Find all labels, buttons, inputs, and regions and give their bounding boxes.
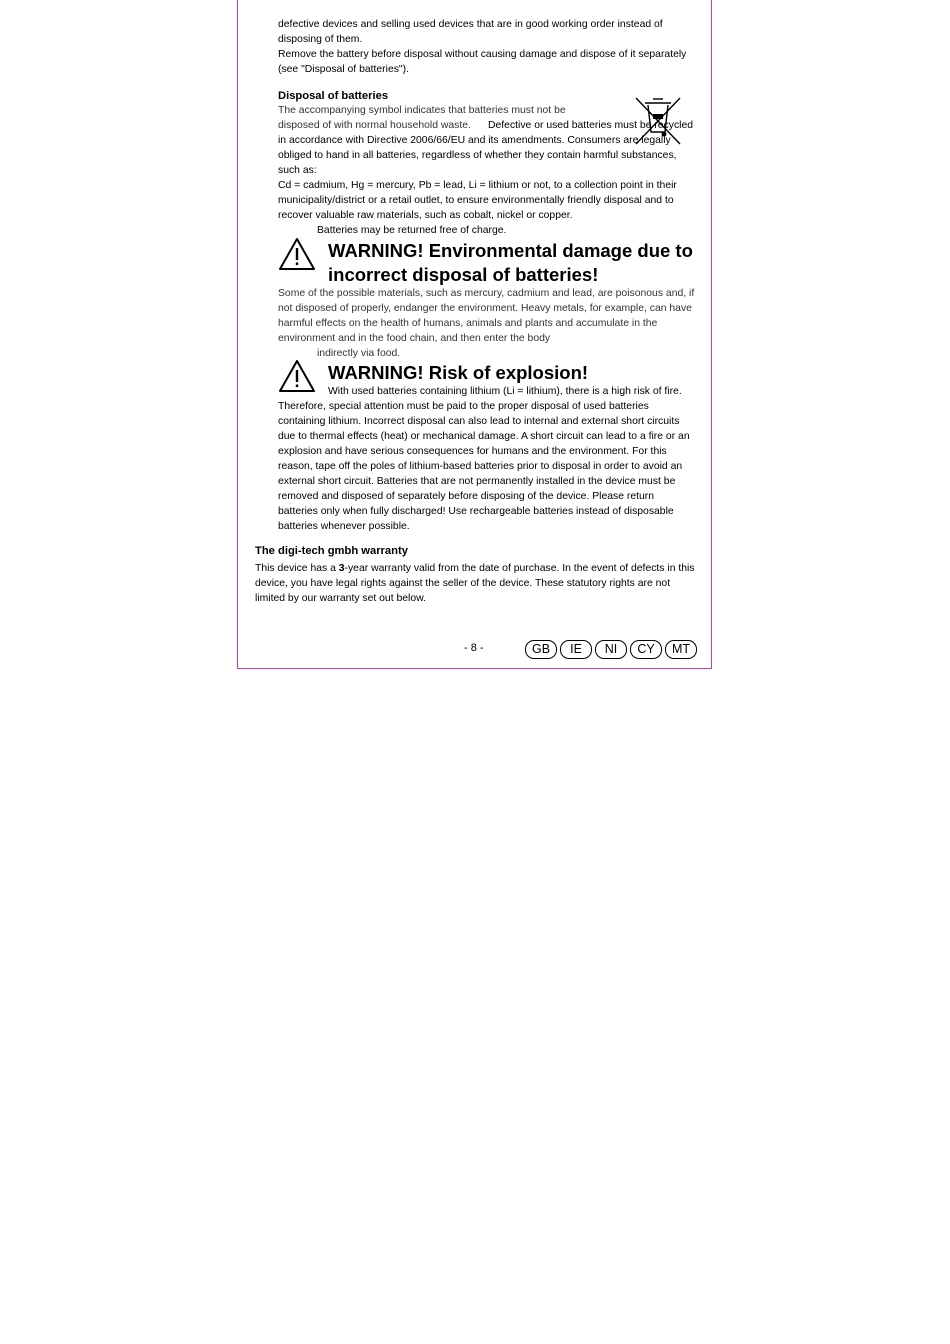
warning-environment-heading: WARNING! Environmental damage due to incorrect disposal of batteries! bbox=[328, 240, 693, 285]
warning-environment-text: Some of the possible materials, such as mercury, cadmium and lead, are poisonous and, if not disposed of properly, endanger the environment. Heavy metals, for example, can have harmful effects on the health of humans, animals and plants and accumulate in the environment and in the food chain, and then enter the body bbox=[278, 288, 695, 344]
disposal-text-free-return: Batteries may be returned free of charge. bbox=[317, 225, 507, 236]
warranty-text-post: -year warranty valid from the date of purchase. In the event of defects in this device, you have legal rights against the seller of the device. These statutory rights are not limited by our warranty set out below. bbox=[255, 563, 695, 604]
country-badge-ni: NI bbox=[595, 640, 627, 659]
disposal-text-directive: Defective or used batteries must be recycled in accordance with Directive 2006/66/EU and its amendments. Consumers are legally obliged to hand in all batteries, regardless of whether they contain harmful substances, such as: bbox=[278, 120, 694, 176]
country-badge-ie: IE bbox=[560, 640, 592, 659]
disposal-text-substances: Cd = cadmium, Hg = mercury, Pb = lead, Li = lithium or not, to a collection point in their municipality/district or a retail outlet, to ensure environmentally friendly disposal and to recover valuable raw materials, such as cobalt, nickel or copper. bbox=[278, 180, 677, 221]
warranty-heading: The digi-tech gmbh warranty bbox=[255, 545, 408, 557]
country-badge-gb: GB bbox=[525, 640, 557, 659]
country-badges bbox=[525, 640, 697, 659]
warning-triangle-icon bbox=[278, 237, 316, 271]
manual-page bbox=[237, 0, 712, 669]
country-badge-cy: CY bbox=[630, 640, 662, 659]
page-number: - 8 - bbox=[464, 642, 484, 654]
warning-explosion-text: With used batteries containing lithium (Li = lithium), there is a high risk of fire. Therefore, special attention must be paid to the proper disposal of used batteries containing lithium. Incorrect disposal can also lead to internal and external short circuits due to thermal effects (heat) or mechanical damage. A short circuit can lead to a fire or an explosion and have serious consequences for humans and the environment. For this reason, tape off the poles of lithium-based batteries prior to disposal in order to avoid an external short circuit. Batteries that are not permanently installed in the device must be removed and disposed of separately before disposing of the device. Please return batteries only when fully discharged! Use rechargeable batteries instead of disposable batteries whenever possible. bbox=[278, 386, 690, 532]
intro-paragraph: defective devices and selling used devices that are in good working order instead of disposing of them. bbox=[278, 19, 663, 45]
warranty-text-pre: This device has a bbox=[255, 563, 339, 574]
country-badge-mt: MT bbox=[665, 640, 697, 659]
disposal-heading: Disposal of batteries bbox=[278, 90, 389, 102]
warranty-years: 3 bbox=[338, 563, 345, 574]
warning-environment-text-end: indirectly via food. bbox=[317, 348, 401, 359]
warranty-text bbox=[255, 561, 697, 606]
disposal-text-symbol: The accompanying symbol indicates that batteries must not be disposed of with normal household waste. bbox=[278, 105, 566, 131]
intro-battery-removal: Remove the battery before disposal without causing damage and dispose of it separately (see "Disposal of batteries"). bbox=[278, 49, 687, 75]
warning-explosion-heading: WARNING! Risk of explosion! bbox=[328, 362, 589, 383]
